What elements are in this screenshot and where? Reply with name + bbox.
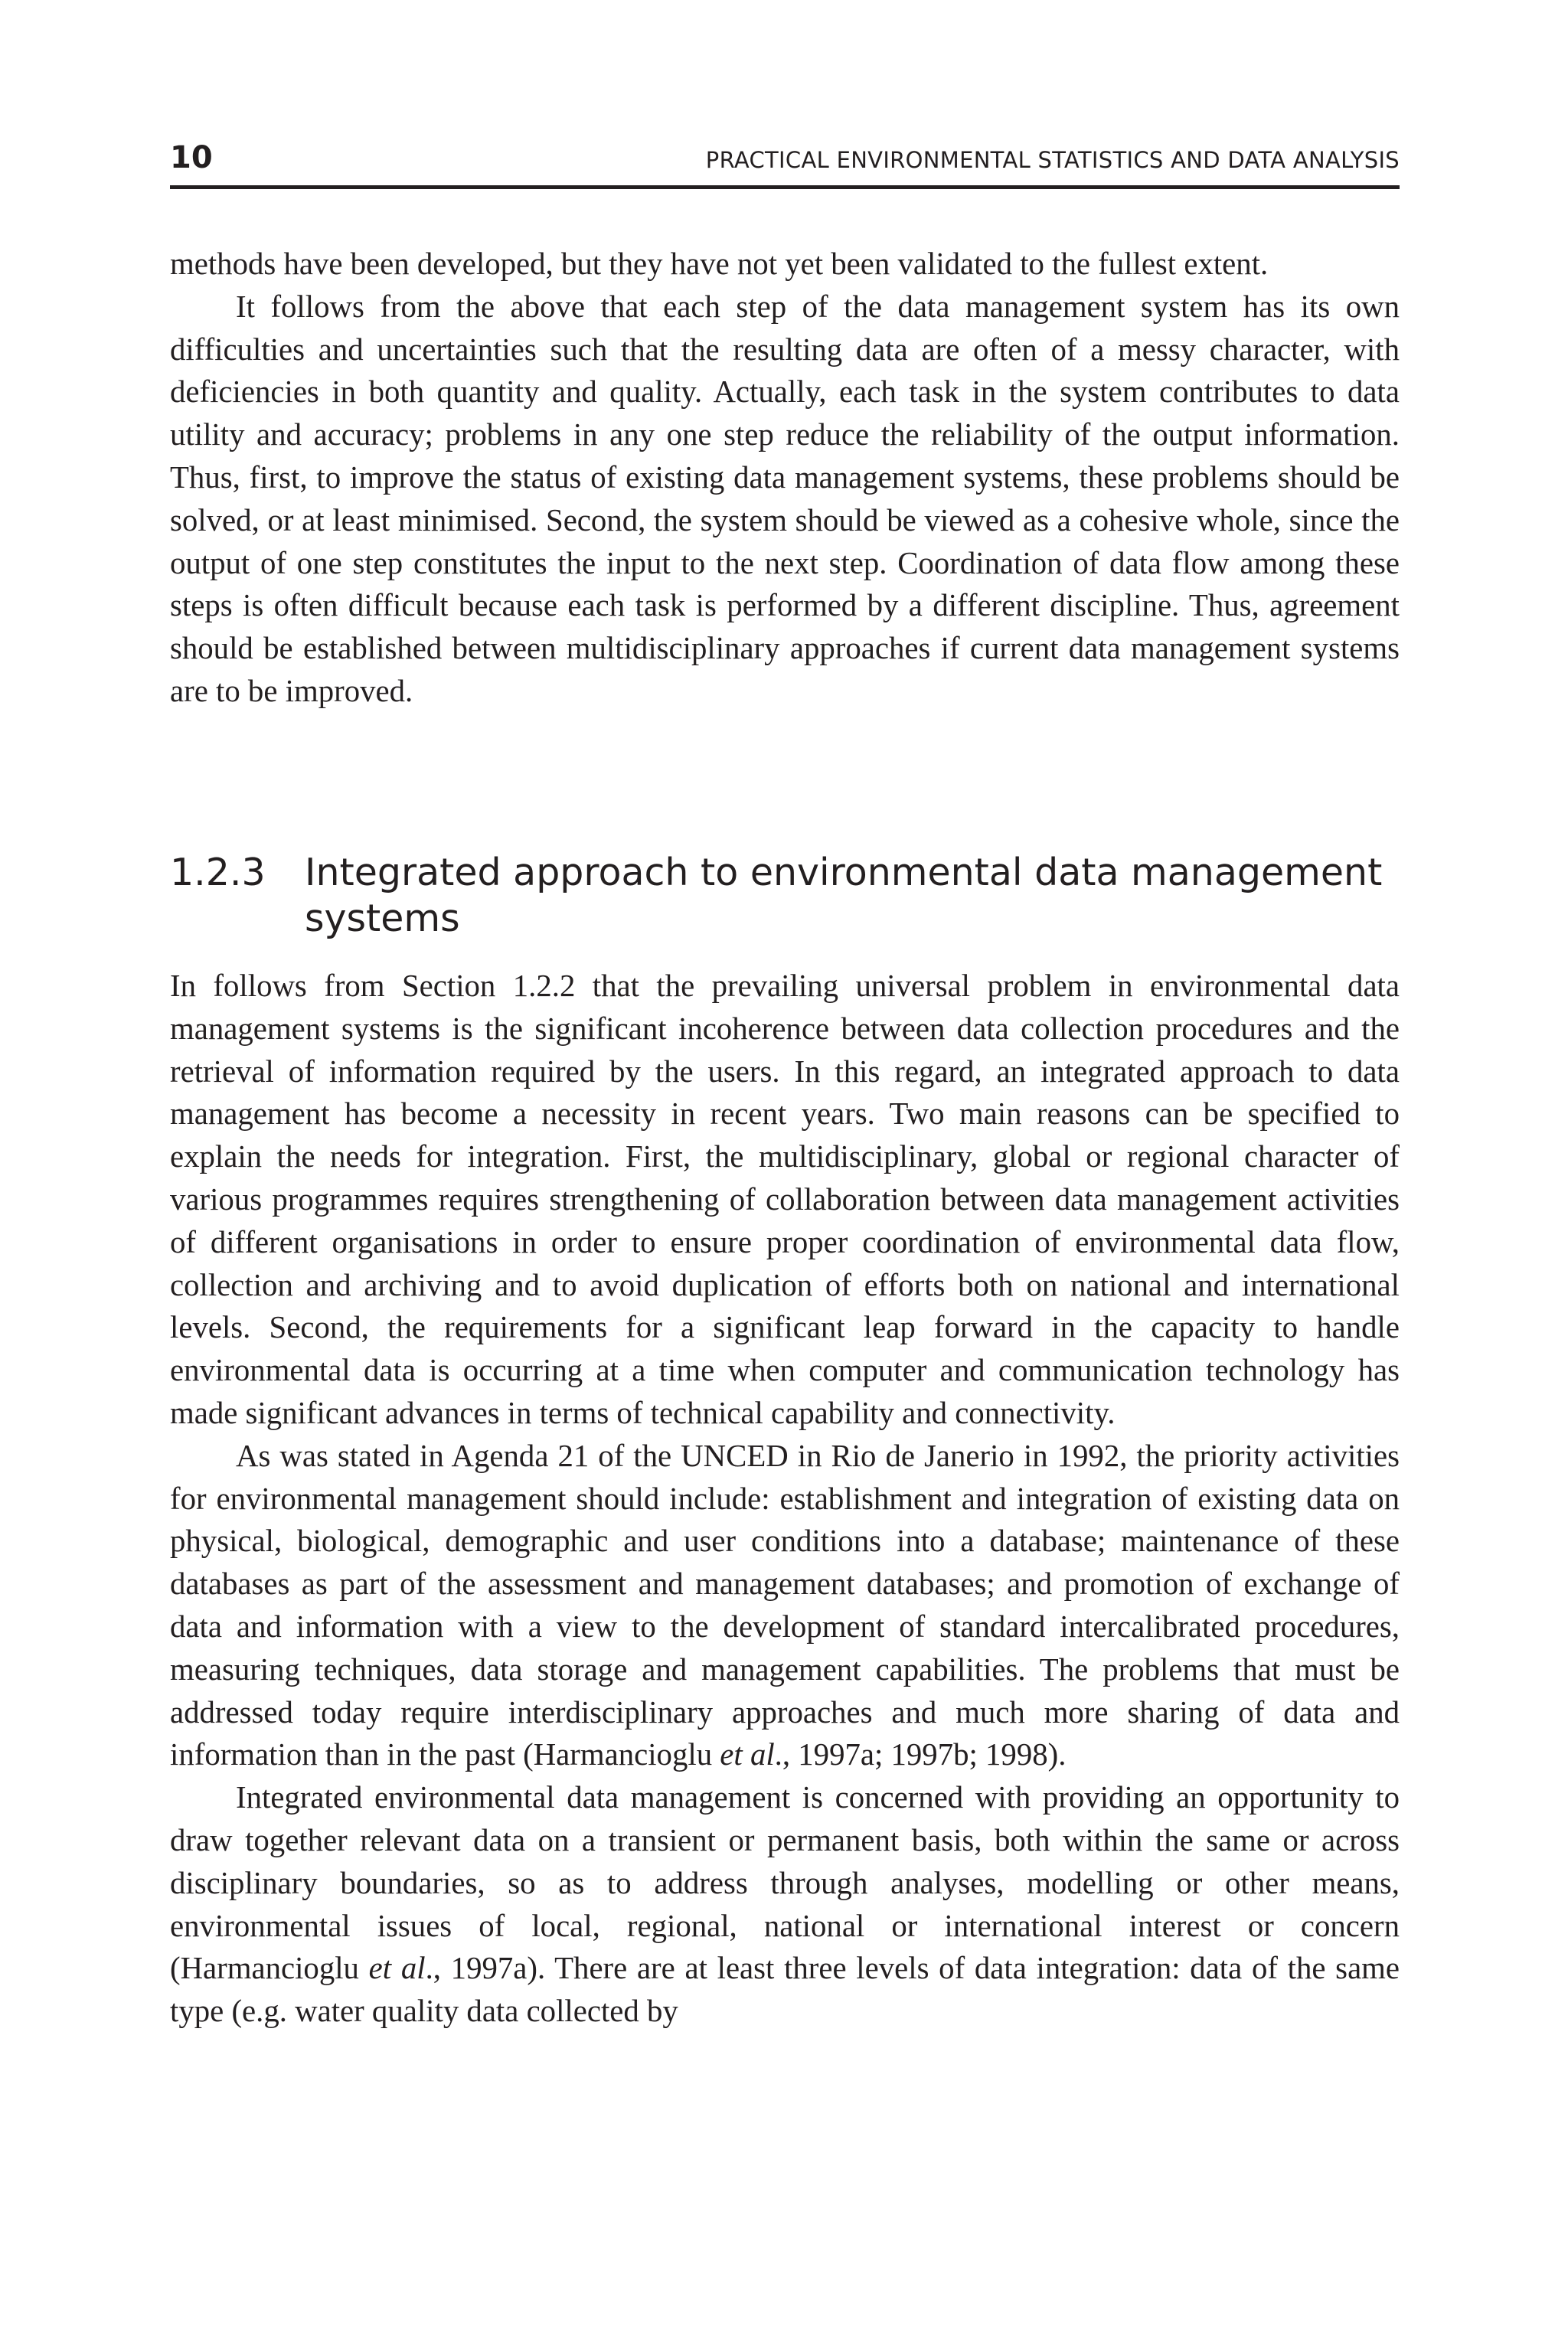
citation-et-al: et al: [720, 1737, 775, 1772]
paragraph-integration-reasons: In follows from Section 1.2.2 that the prevailing universal problem in environmental data management systems is the significant incoherence between data collection procedures and the retrieval of information required by the users. In this regard, an integrated approach to data management has become a necessity in recent years. Two main reasons can be specified to explain the needs for integration. First, the multidisciplinary, global or regional character of various programmes requires strengthening of collaboration between data management activities of different organisations in order to ensure proper coordination of environmental data flow, collection and archiving and to avoid duplication of efforts both on national and international levels. Second, the requirements for a significant leap forward in the capacity to handle environmental data is occurring at a time when computer and communication technology has made significant advances in terms of technical capability and connectivity.: [170, 969, 1400, 1430]
paragraph-text: As was stated in Agenda 21 of the UNCED in Rio de Janerio in 1992, the priority activities for environmental management should include: establishment and integration of existing data on physical, biological, demographic and user conditions into a database; maintenance of these databases as part of the assessment and management databases; and promotion of exchange of data and information with a view to the development of standard intercalibrated procedures, measuring techniques, data storage and management capabilities. The problems that must be addressed today require interdisciplinary approaches and much more sharing of data and information than in the past (Harmancioglu: [170, 1438, 1400, 1772]
section-heading: [170, 850, 1400, 942]
paragraph-text-end: ., 1997a). There are at least three levels of data integration: data of the same type (e.g. water quality data collected by: [170, 1951, 1400, 2029]
paragraph-data-management-steps: It follows from the above that each step of the data management system has its own difficulties and uncertainties such that the resulting data are often of a messy character, with deficiencies in both quantity and quality. Actually, each task in the system contributes to data utility and accuracy; problems in any one step reduce the reliability of the output information. Thus, first, to improve the status of existing data management systems, these problems should be solved, or at least minimised. Second, the system should be viewed as a cohesive whole, since the output of one step constitutes the input to the next step. Coordination of data flow among these steps is often difficult because each task is performed by a different discipline. Thus, agreement should be established between multidisciplinary approaches if current data management systems are to be improved.: [170, 289, 1400, 708]
section-text-block: [170, 965, 1400, 2033]
page-number: 10: [170, 140, 213, 175]
paragraph-text: Integrated environmental data management is concerned with providing an opportunity to draw together relevant data on a transient or permanent basis, both within the same or across disciplinary boundaries, so as to address through analyses, modelling or other means, environmental issues of local, regional, national or international interest or concern (Harmancioglu: [170, 1780, 1400, 1986]
paragraph-agenda-21: [170, 1435, 1400, 1776]
paragraph-integrated-management: [170, 1776, 1400, 2033]
continued-text-block: [170, 243, 1400, 713]
citation-et-al: et al: [368, 1951, 426, 1986]
running-header: [170, 136, 1400, 189]
paragraph-continued: methods have been developed, but they have not yet been validated to the fullest extent.: [170, 247, 1269, 281]
section-title: Integrated approach to environmental data management systems: [305, 851, 1383, 940]
citation-years: ., 1997a; 1997b; 1998).: [774, 1737, 1067, 1772]
book-title: PRACTICAL ENVIRONMENTAL STATISTICS AND DATA ANALYSIS: [705, 147, 1400, 173]
section-number: 1.2.3: [170, 851, 266, 894]
